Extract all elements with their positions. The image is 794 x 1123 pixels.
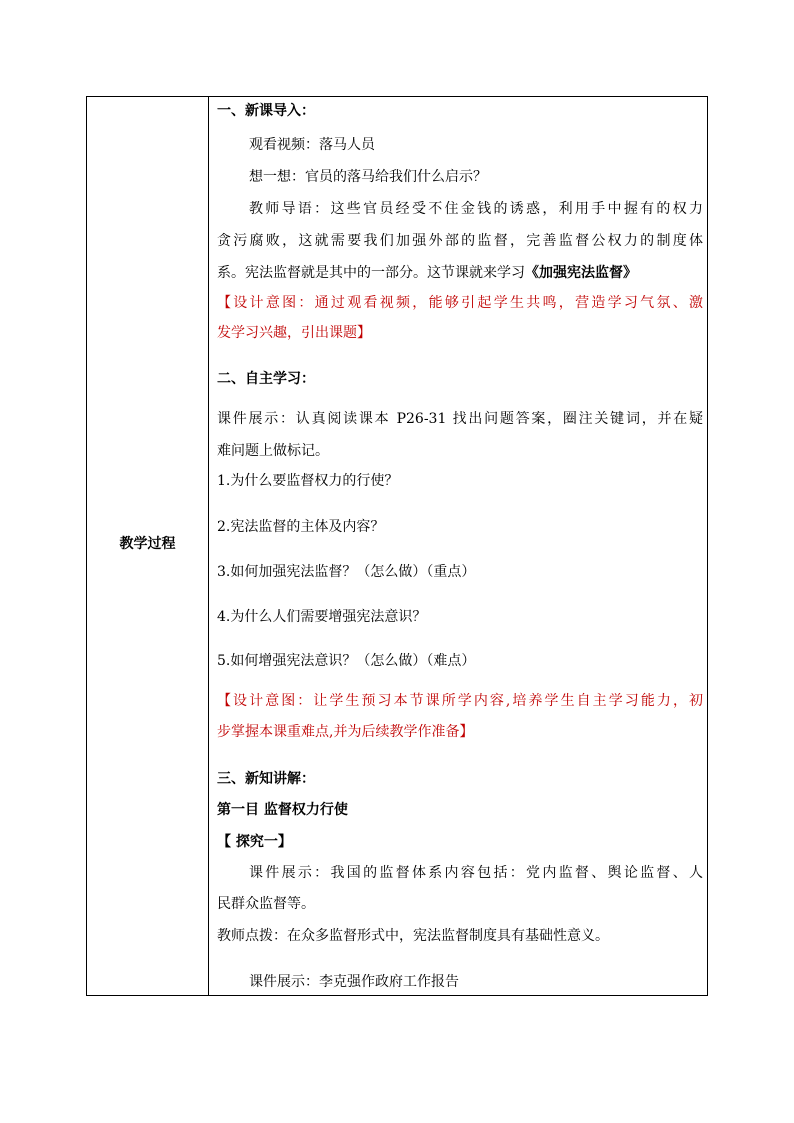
design-intent-1-line1: 【设计意图：通过观看视频，能够引起学生共鸣，营造学习气氛、激 — [217, 295, 703, 311]
column-divider — [208, 97, 209, 995]
paragraph-teacher-point: 教师点拨：在众多监督形式中，宪法监督制度具有基础性意义。 — [217, 928, 609, 944]
section-title-new-knowledge: 三、新知讲解： — [217, 771, 315, 787]
section-title-self-study: 二、自主学习： — [217, 371, 315, 387]
question-1: 1.为什么要监督权力的行使？ — [217, 473, 399, 489]
guide-text: 系。宪法监督就是其中的一部分。这节课就来学习 — [217, 265, 525, 281]
lesson-title: 《加强宪法监督》 — [525, 265, 637, 281]
design-intent-2-line2: 步掌握本课重难点,并为后续教学作准备】 — [217, 724, 474, 740]
question-3: 3.如何加强宪法监督？（怎么做）（重点） — [217, 564, 476, 580]
design-intent-1-line2: 发学习兴趣，引出课题】 — [217, 325, 371, 341]
paragraph-video: 观看视频：落马人员 — [249, 137, 375, 153]
paragraph-guide-line2: 贪污腐败，这就需要我们加强外部的监督，完善监督公权力的制度体 — [217, 233, 703, 249]
paragraph-guide-line1: 教师导语：这些官员经受不住金钱的诱惑，利用手中握有的权力 — [249, 201, 703, 217]
paragraph-think: 想一想：官员的落马给我们什么启示？ — [249, 169, 487, 185]
paragraph-guide-line3 — [217, 263, 637, 283]
subsection-title: 第一目 监督权力行使 — [217, 802, 348, 818]
explore-label: 【 探究一】 — [217, 834, 292, 850]
row-label: 教学过程 — [119, 536, 176, 552]
paragraph-system-line1: 课件展示：我国的监督体系内容包括：党内监督、舆论监督、人 — [249, 865, 703, 881]
lesson-table — [86, 96, 708, 996]
paragraph-show-line1: 课件展示：认真阅读课本 P26-31 找出问题答案，圈注关键词，并在疑 — [217, 411, 703, 427]
question-4: 4.为什么人们需要增强宪法意识？ — [217, 609, 427, 625]
paragraph-system-line2: 民群众监督等。 — [217, 896, 315, 912]
paragraph-show-line2: 难问题上做标记。 — [217, 443, 329, 459]
section-title-intro: 一、新课导入： — [217, 103, 315, 119]
question-2: 2.宪法监督的主体及内容？ — [217, 519, 385, 535]
question-5: 5.如何增强宪法意识？（怎么做）（难点） — [217, 653, 476, 669]
paragraph-report: 课件展示：李克强作政府工作报告 — [249, 974, 459, 990]
design-intent-2-line1: 【设计意图：让学生预习本节课所学内容,培养学生自主学习能力，初 — [217, 693, 703, 709]
